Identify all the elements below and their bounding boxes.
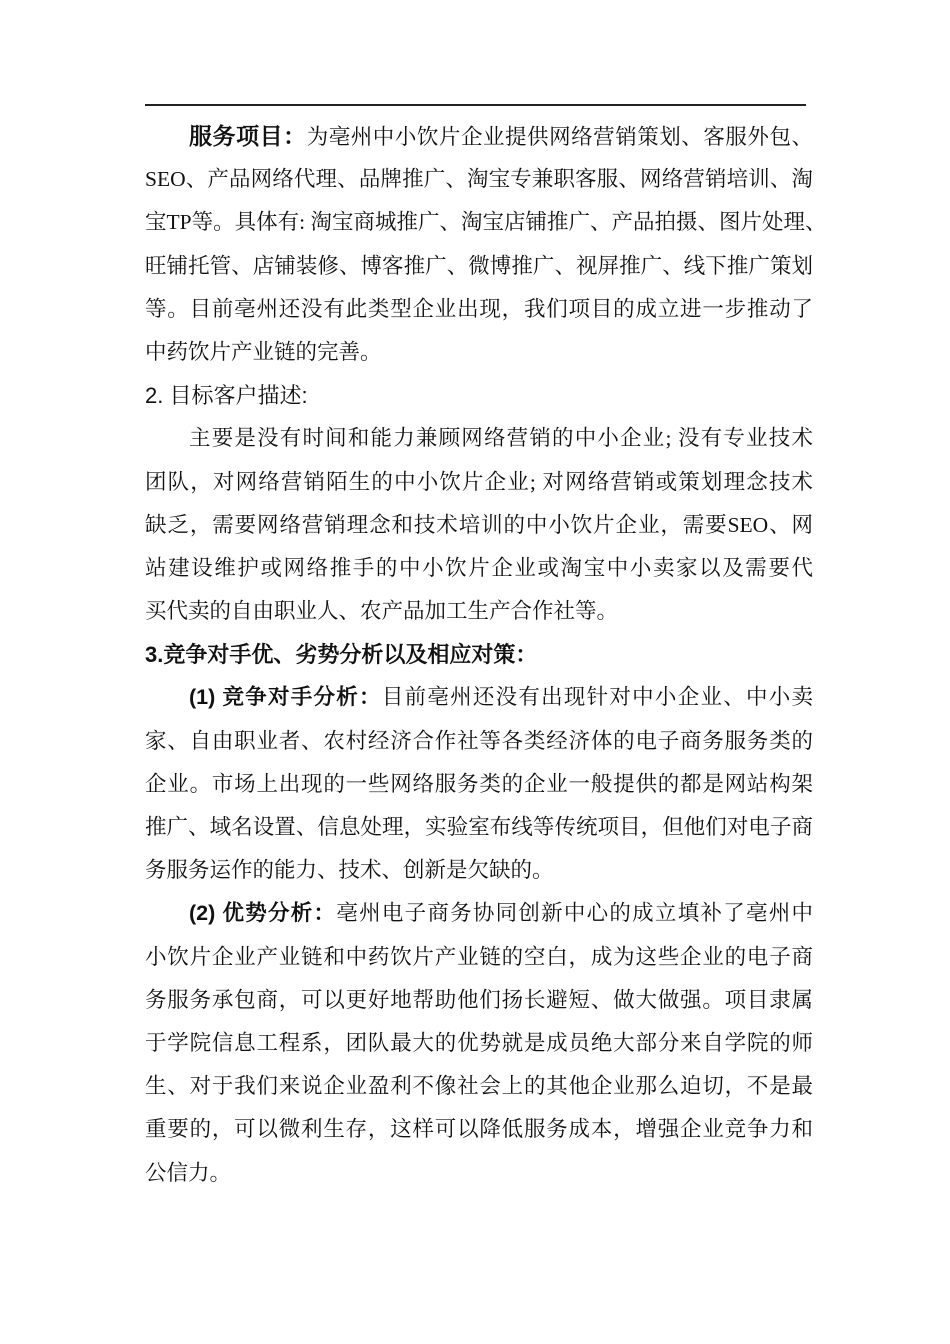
line-text: 务服务承包商，可以更好地帮助他们扬长避短、做大做强。项目隶属 bbox=[145, 987, 813, 1012]
paragraph-line bbox=[145, 806, 813, 849]
paragraph-line bbox=[145, 115, 813, 158]
line-text: 团队，对网络营销陌生的中小饮片企业; 对网络营销或策划理念技术 bbox=[145, 469, 813, 494]
paragraph-line bbox=[145, 1022, 813, 1065]
line-text: 小饮片企业产业链和中药饮片产业链的空白，成为这些企业的电子商 bbox=[145, 944, 813, 969]
paragraph-line bbox=[145, 1108, 813, 1151]
line-text: 重要的，可以微利生存，这样可以降低服务成本，增强企业竞争力和 bbox=[145, 1117, 813, 1142]
paragraph-line bbox=[145, 158, 813, 201]
line-text: 买代卖的自由职业人、农产品加工生产合作社等。 bbox=[145, 599, 619, 624]
paragraph-line bbox=[145, 892, 813, 935]
line-text: 旺铺托管、店铺装修、博客推广、微博推广、视屏推广、线下推广策划 bbox=[145, 253, 813, 278]
paragraph-lead: (1) 竞争对手分析： bbox=[189, 685, 382, 710]
paragraph-lead: 服务项目： bbox=[189, 123, 307, 149]
line-text: 于学院信息工程系，团队最大的优势就是成员绝大部分来自学院的师 bbox=[145, 1030, 813, 1055]
paragraph-line bbox=[145, 547, 813, 590]
line-text: 公信力。 bbox=[145, 1160, 232, 1185]
paragraph-line bbox=[145, 979, 813, 1022]
line-text: 站建设维护或网络推手的中小饮片企业或淘宝中小卖家以及需要代 bbox=[145, 555, 813, 580]
line-text: 家、自由职业者、农村经济合作社等各类经济体的电子商务服务类的 bbox=[145, 728, 813, 753]
paragraph-line bbox=[145, 763, 813, 806]
paragraph-line bbox=[145, 676, 813, 719]
paragraph-line bbox=[145, 288, 813, 331]
line-text: SEO、产品网络代理、品牌推广、淘宝专兼职客服、网络营销培训、淘 bbox=[145, 167, 813, 192]
line-text: 中药饮片产业链的完善。 bbox=[145, 339, 382, 364]
line-text: 宝TP等。具体有: 淘宝商城推广、淘宝店铺推广、产品拍摄、图片处理、 bbox=[145, 210, 827, 235]
paragraph-line bbox=[145, 461, 813, 504]
paragraph-line bbox=[145, 331, 813, 374]
document-body bbox=[145, 115, 827, 1195]
line-text: 主要是没有时间和能力兼顾网络营销的中小企业; 没有专业技术 bbox=[189, 426, 813, 451]
paragraph-line bbox=[145, 936, 813, 979]
paragraph-line bbox=[145, 590, 813, 633]
line-text: 缺乏，需要网络营销理念和技术培训的中小饮片企业，需要SEO、网 bbox=[145, 512, 813, 537]
paragraph-line bbox=[145, 245, 813, 288]
paragraph-lead: (2) 优势分析： bbox=[189, 901, 337, 926]
line-text: 务服务运作的能力、技术、创新是欠缺的。 bbox=[145, 858, 554, 883]
line-text: 生、对于我们来说企业盈利不像社会上的其他企业那么迫切，不是最 bbox=[145, 1074, 813, 1099]
paragraph-line bbox=[145, 504, 813, 547]
section-heading: 3.竞争对手优、劣势分析以及相应对策： bbox=[145, 642, 538, 668]
paragraph-line bbox=[145, 720, 813, 763]
line-text: 推广、域名设置、信息处理，实验室布线等传统项目，但他们对电子商 bbox=[145, 815, 813, 839]
header-rule bbox=[145, 104, 806, 106]
section-heading: 2. 目标客户描述: bbox=[145, 383, 308, 409]
paragraph-line bbox=[145, 201, 827, 244]
paragraph-line bbox=[145, 1065, 813, 1108]
line-text: 为亳州中小饮片企业提供网络营销策划、客服外包、 bbox=[306, 125, 813, 149]
line-text: 目前亳州还没有出现针对中小企业、中小卖 bbox=[381, 685, 813, 710]
paragraph-line bbox=[145, 1152, 813, 1195]
paragraph-line bbox=[145, 849, 813, 892]
line-text: 企业。市场上出现的一些网络服务类的企业一般提供的都是网站构架 bbox=[145, 771, 813, 796]
paragraph-line bbox=[145, 417, 813, 460]
line-text: 亳州电子商务协同创新中心的成立填补了亳州中 bbox=[336, 901, 813, 926]
line-text: 等。目前亳州还没有此类型企业出现，我们项目的成立进一步推动了 bbox=[145, 296, 813, 321]
